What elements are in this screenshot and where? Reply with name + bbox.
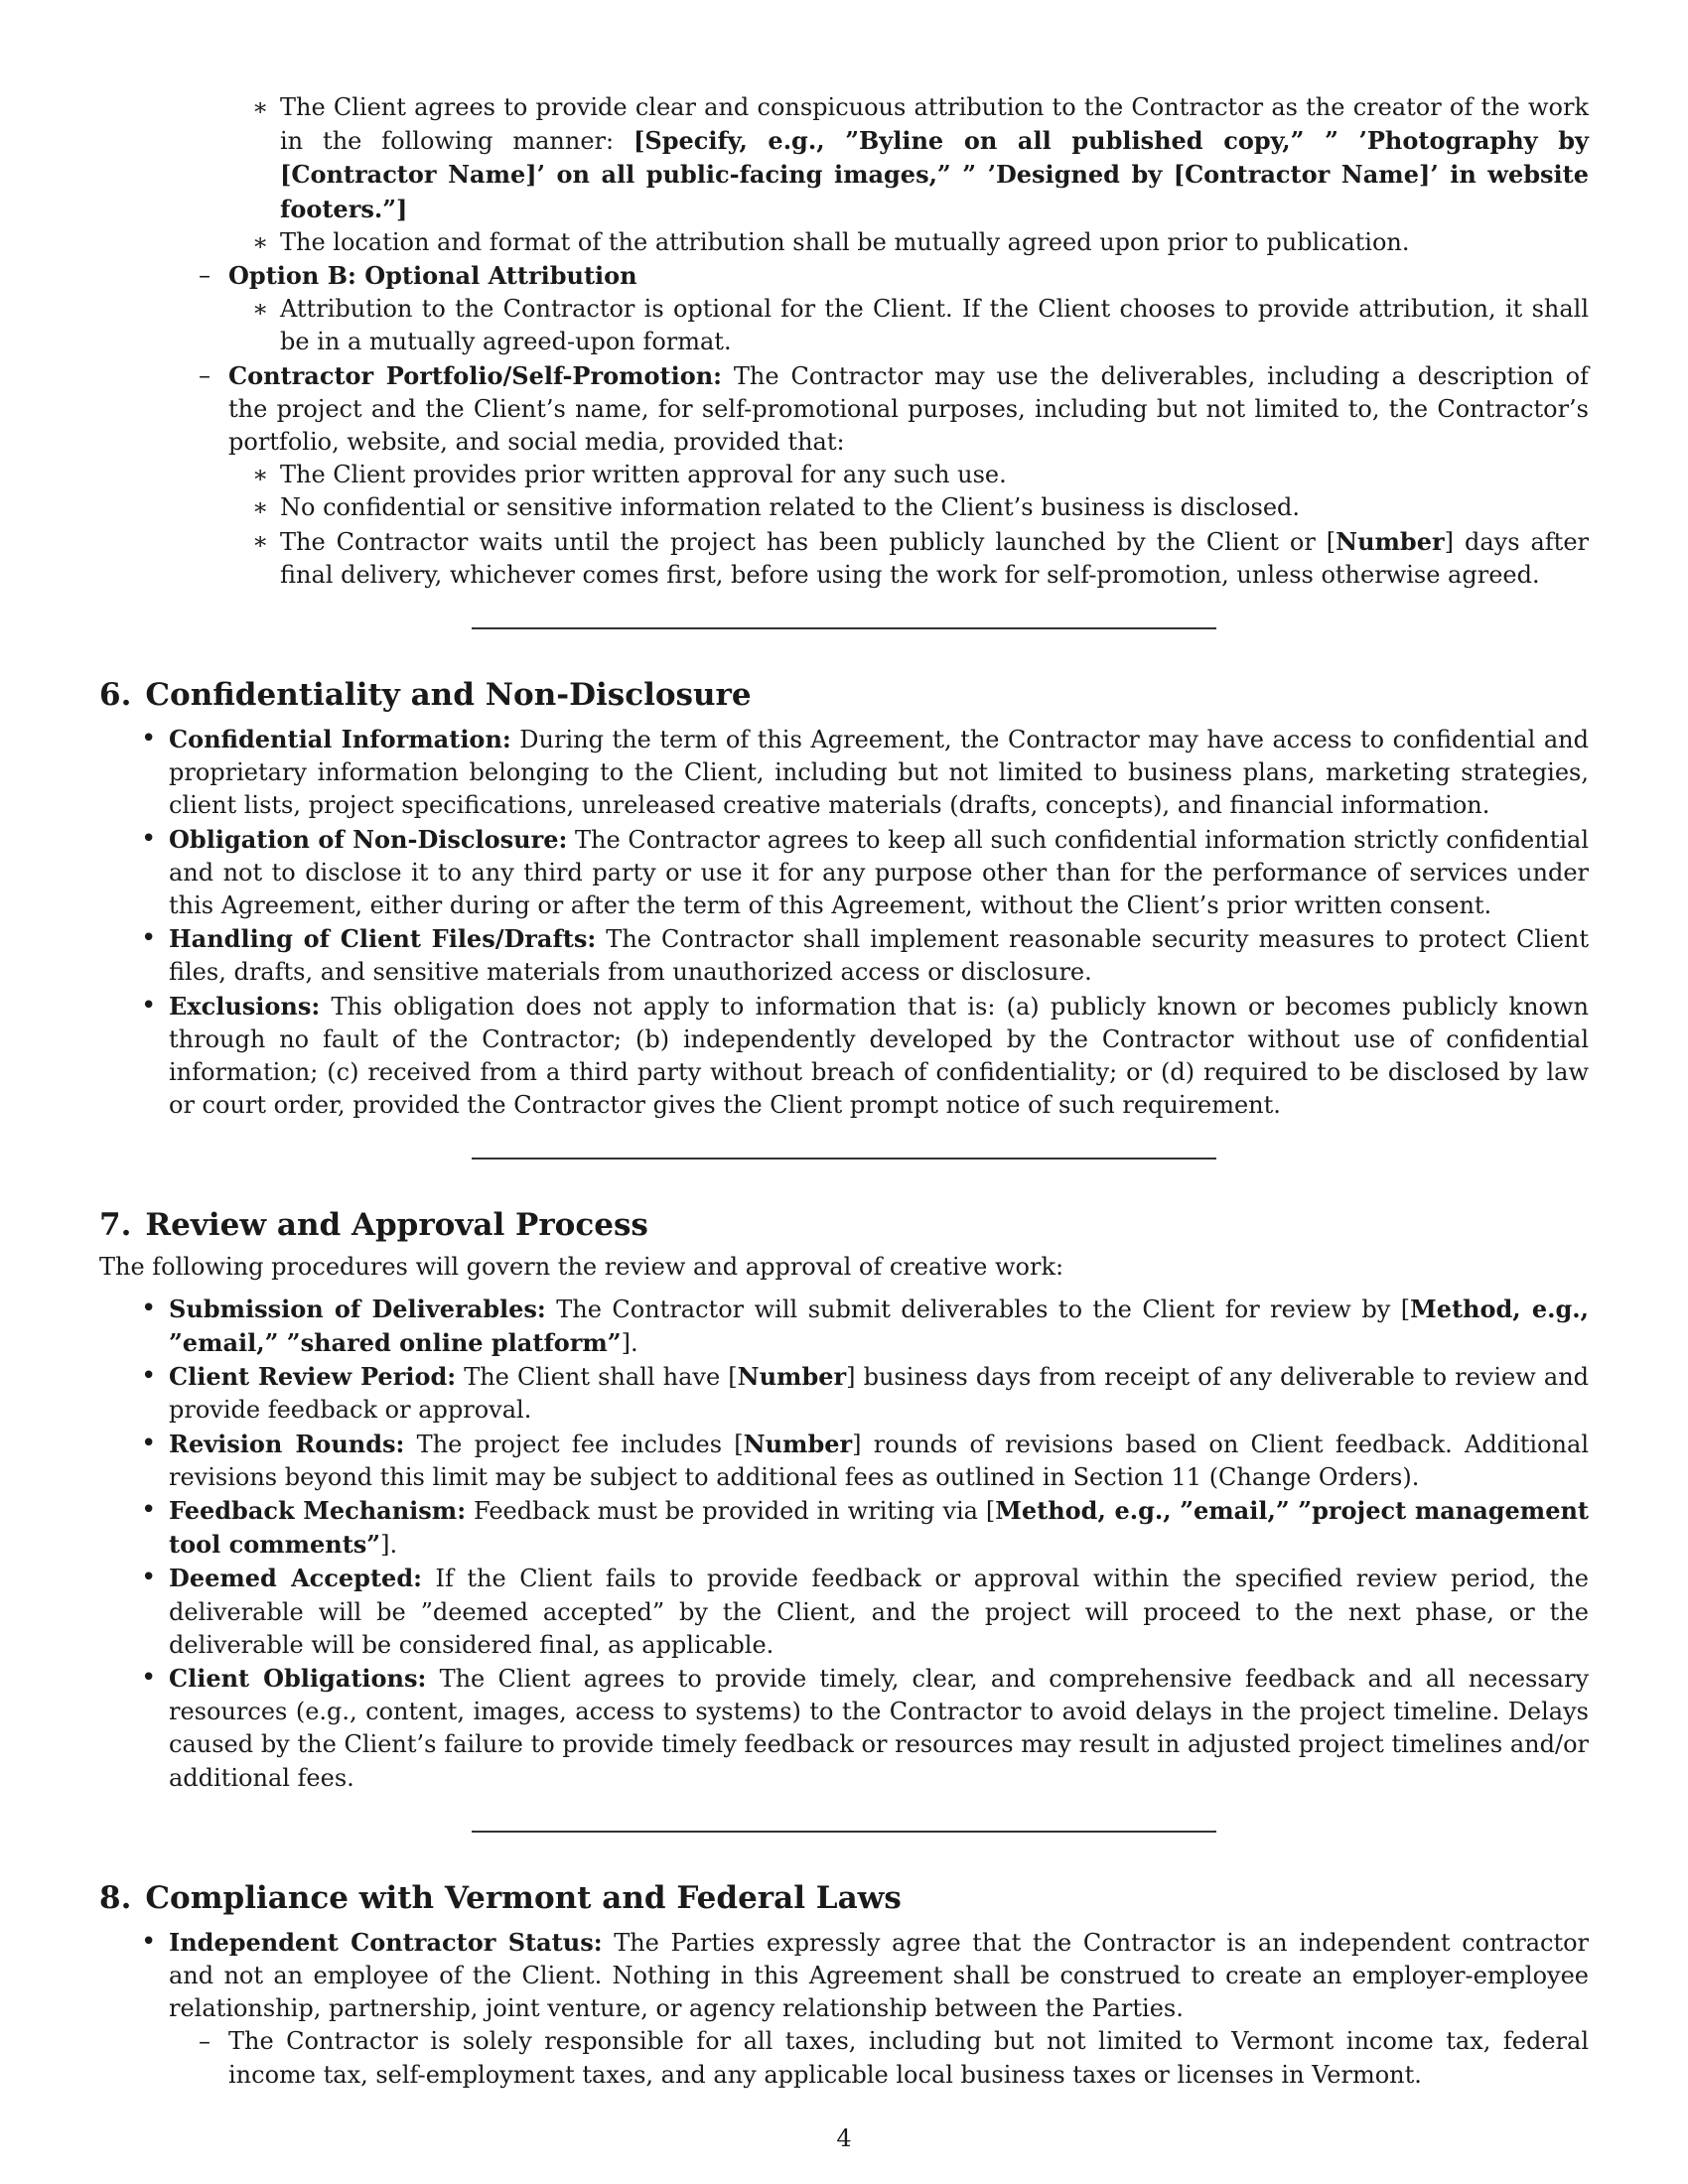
section-divider bbox=[472, 627, 1216, 629]
section-7-heading bbox=[99, 1205, 1589, 1245]
item-label: Exclusions: bbox=[169, 991, 321, 1021]
list-item bbox=[169, 922, 1589, 989]
item-text: ] business days from receipt of any deliverable to review and provide feedback or approval. bbox=[169, 1363, 1590, 1425]
item-text: No confidential or sensitive information related to the Client’s business is disclosed. bbox=[280, 493, 1301, 522]
item-text: This obligation does not apply to information that is: (a) publicly known or becomes publicly known through no fault of the Contractor; (b) independently developed by the Contractor without use of confidential information; (c) received from a third party without breach of confidentiality; or (d) required to be disclosed by law or court order, provided the Contractor gives the Client prompt notice of such requirement. bbox=[169, 992, 1589, 1120]
section-title: Compliance with Vermont and Federal Laws bbox=[145, 1879, 902, 1916]
section-6-list bbox=[99, 723, 1589, 1122]
list-item bbox=[280, 491, 1589, 524]
item-label: Client Review Period: bbox=[169, 1362, 457, 1392]
option-b-item bbox=[228, 259, 1589, 359]
section-title: Review and Approval Process bbox=[145, 1207, 648, 1244]
section-7-list bbox=[99, 1293, 1589, 1795]
item-text: The Client agrees to provide clear and conspicuous attribution to the Contractor as the creator of the work in the following manner: bbox=[280, 93, 1589, 156]
list-item bbox=[169, 723, 1589, 823]
item-text: The Client provides prior written approval for any such use. bbox=[280, 461, 1007, 489]
section-number: 6. bbox=[99, 677, 132, 714]
section-intro: The following procedures will govern the review and approval of creative work: bbox=[99, 1253, 1064, 1282]
item-text: During the term of this Agreement, the Contractor may have access to confidential and proprietary information belonging to the Client, including but not limited to business plans, marketing strategies, client lists, project specifications, unreleased creative materials (drafts, concepts), and financial information. bbox=[169, 726, 1590, 820]
list-item bbox=[169, 990, 1589, 1123]
item-label: Revision Rounds: bbox=[169, 1429, 405, 1458]
list-item bbox=[169, 1494, 1589, 1562]
item-text: ] rounds of revisions based on Client feedback. Additional revisions beyond this limit may be subject to additional fees as outlined in Section 11 (Change Orders). bbox=[169, 1430, 1589, 1491]
item-label: Handling of Client Files/Drafts: bbox=[169, 924, 597, 954]
list-item bbox=[280, 525, 1589, 592]
list-item bbox=[169, 1562, 1589, 1662]
document-page bbox=[99, 91, 1589, 2092]
item-text: ]. bbox=[621, 1328, 638, 1357]
list-item bbox=[280, 91, 1589, 226]
section-8-list bbox=[99, 1926, 1589, 2092]
list-item bbox=[280, 293, 1589, 358]
section-number: 7. bbox=[99, 1207, 132, 1244]
item-text: Feedback must be provided in writing via [ bbox=[466, 1496, 996, 1525]
item-text: The location and format of the attribution shall be mutually agreed upon prior to publication. bbox=[280, 227, 1410, 256]
section-divider bbox=[472, 1158, 1216, 1160]
item-label: Obligation of Non-Disclosure: bbox=[169, 824, 568, 854]
section-8-sublist bbox=[169, 2025, 1589, 2091]
list-item bbox=[169, 1428, 1589, 1494]
list-item bbox=[228, 2025, 1589, 2091]
item-text: ] days after final delivery, whichever comes first, before using the work for self-promotion, unless otherwise agreed. bbox=[280, 527, 1589, 589]
item-text: The Contractor shall implement reasonable security measures to protect Client files, drafts, and sensitive materials from unauthorized access or disclosure. bbox=[169, 925, 1589, 987]
list-item bbox=[169, 823, 1589, 923]
placeholder-text: Number bbox=[743, 1429, 853, 1458]
item-text: The Client agrees to provide timely, clear, and comprehensive feedback and all necessary resources (e.g., content, images, access to systems) to the Contractor to avoid delays in the project timeline. Delays caused by the Client’s failure to provide timely feedback or resources may result in adjusted project timelines and/or additional fees. bbox=[169, 1664, 1590, 1792]
portfolio-sublist bbox=[228, 459, 1589, 592]
item-label: Confidential Information: bbox=[169, 725, 511, 754]
item-text: The Contractor will submit deliverables to the Client for review by [ bbox=[545, 1295, 1411, 1323]
item-text: The Client shall have [ bbox=[456, 1363, 738, 1392]
attribution-sublist bbox=[99, 91, 1589, 259]
item-text: The Contractor waits until the project has been publicly launched by the Client or [ bbox=[280, 527, 1336, 556]
portfolio-label: Contractor Portfolio/Self-Promotion: bbox=[228, 360, 723, 390]
section-number: 8. bbox=[99, 1879, 132, 1916]
list-item bbox=[169, 1360, 1589, 1427]
item-label: Independent Contractor Status: bbox=[169, 1927, 603, 1957]
item-label: Feedback Mechanism: bbox=[169, 1495, 467, 1525]
portfolio-item bbox=[228, 359, 1589, 592]
list-item bbox=[280, 459, 1589, 491]
placeholder-text: [Specify, e.g., ”Byline on all published copy,” ” ’Photography by [Contractor Name]’ on all public-facing images,” ” ’Designed by [Contractor Name]’ in website footers.”] bbox=[280, 126, 1589, 223]
list-item bbox=[169, 1926, 1589, 2092]
portfolio-text: The Contractor may use the deliverables, including a description of the project and the Client’s name, for self-promotional purposes, including but not limited to, the Contractor’s portfolio, website, and social media, provided that: bbox=[228, 361, 1590, 457]
item-text: Attribution to the Contractor is optional for the Client. If the Client chooses to provide attribution, it shall be in a mutually agreed-upon format. bbox=[280, 295, 1589, 356]
list-item bbox=[169, 1293, 1589, 1360]
placeholder-text: Method, e.g., ”email,” ”shared online platform” bbox=[169, 1294, 1589, 1357]
item-text: If the Client fails to provide feedback or approval within the specified review period, the deliverable will be ”deemed accepted” by the Client, and the project will proceed to the next phase, or the deliverable will be considered final, as applicable. bbox=[169, 1565, 1590, 1659]
page-number: 4 bbox=[836, 2124, 852, 2152]
section-title: Confidentiality and Non-Disclosure bbox=[145, 677, 752, 714]
options-list bbox=[99, 259, 1589, 592]
item-label: Submission of Deliverables: bbox=[169, 1294, 546, 1323]
section-divider bbox=[472, 1831, 1216, 1833]
section-8-heading bbox=[99, 1878, 1589, 1918]
item-text: The Contractor agrees to keep all such confidential information strictly confidential and not to disclose it to any third party or use it for any purpose other than for the performance of services under this Agreement, either during or after the term of this Agreement, without the Client’s prior written consent. bbox=[169, 825, 1589, 920]
item-text: The Parties expressly agree that the Contractor is an independent contractor and not an employee of the Client. Nothing in this Agreement shall be construed to create an employer-employee relationship, partnership, joint venture, or agency relationship between the Parties. bbox=[169, 1928, 1590, 2023]
placeholder-text: Number bbox=[737, 1362, 847, 1392]
item-text: The Contractor is solely responsible for all taxes, including but not limited to Vermont income tax, federal income tax, self-employment taxes, and any applicable local business taxes or licenses in Vermont. bbox=[228, 2027, 1589, 2089]
placeholder-text: Number bbox=[1336, 526, 1445, 556]
placeholder-text: Method, e.g., ”email,” ”project management tool comments” bbox=[169, 1495, 1590, 1560]
item-label: Deemed Accepted: bbox=[169, 1564, 422, 1593]
list-item bbox=[169, 1662, 1589, 1795]
list-item bbox=[280, 226, 1589, 259]
section-6-heading bbox=[99, 675, 1589, 715]
item-text: ]. bbox=[380, 1531, 398, 1560]
option-b-sublist bbox=[228, 293, 1589, 358]
option-b-label: Option B: Optional Attribution bbox=[228, 261, 637, 291]
item-text: The project fee includes [ bbox=[404, 1430, 744, 1458]
item-label: Client Obligations: bbox=[169, 1663, 427, 1693]
